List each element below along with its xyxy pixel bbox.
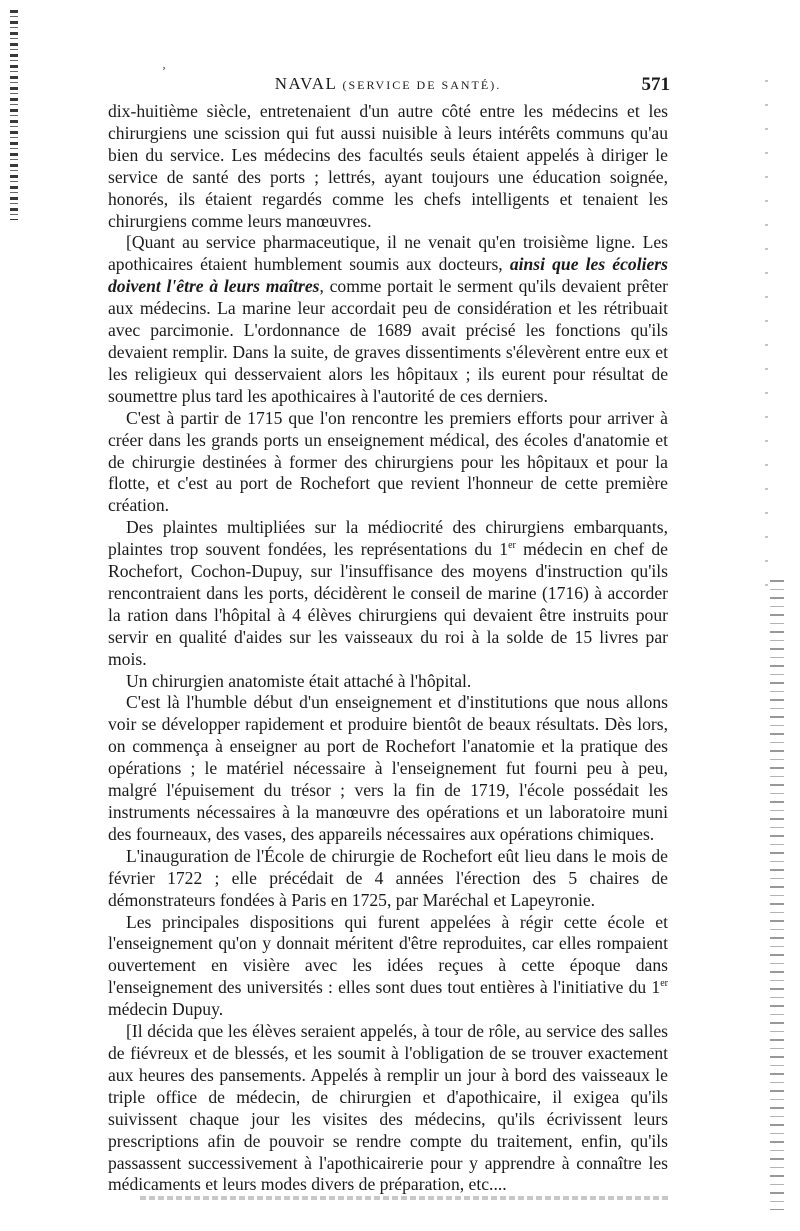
paragraph <box>108 517 668 670</box>
paragraph: L'inauguration de l'École de chirurgie de Rochefort eût lieu dans le mois de février 1722 ; elle précédait de 4 années l'érection des 5 chaires de démonstrateurs fondées à Paris en 1725, par Maréchal et Lapeyronie. <box>108 845 668 910</box>
paragraph-text: médecin en chef de Rochefort, Cochon-Dupuy, sur l'insuffisance des moyens d'instruction qu'ils rencontraient dans les ports, décidèrent le conseil de marine (1716) à accorder la ration dans l'hôpital à 4 élèves chirurgiens qui devaient être instruits pour servir en qualité d'aides sur les vaisseaux du roi à la solde de 15 livres par mois. <box>108 539 668 669</box>
paragraph-text: Les principales dispositions qui furent appelées à régir cette école et l'enseignement qu'on y donnait méritent d'être reproduites, car elles rompaient ouvertement en visière avec les idées reçues à cette époque dans l'enseignement des universités : elles sont dues tout entières à l'initiative du 1 <box>108 911 668 998</box>
superscript: er <box>508 540 516 552</box>
paragraph: dix-huitième siècle, entretenaient d'un autre côté entre les médecins et les chirurgiens une scission qui fut aussi nuisible à leurs intérêts communs qu'au bien du service. Les médecins des facultés seuls étaient appelés à diriger le service de santé des ports ; lettrés, ayant toujours une éducation soignée, honorés, ils étaient regardés comme les chefs intelligents et tenaient les chirurgiens comme leurs manœuvres. <box>108 101 668 231</box>
page-header <box>108 74 668 100</box>
paragraph <box>108 232 668 407</box>
paragraph-text: médecin Dupuy. <box>108 999 224 1020</box>
scan-edge-right-marks <box>765 80 768 600</box>
paragraph-text: , comme portait le serment qu'ils devaient prêter aux médecins. La marine leur accordait peu de considération et les rétribuait avec parcimonie. L'ordonnance de 1689 avait précisé les fonctions qu'ils devaient remplir. Dans la suite, de graves dissentiments s'élevèrent entre eux et les religieux qui desservaient alors les hôpitaux ; ils eurent pour résultat de soumettre plus tard les apothicaires à l'autorité de ces derniers. <box>108 276 668 406</box>
scan-edge-right <box>770 580 784 1210</box>
scan-edge-left <box>10 10 18 220</box>
paragraph: C'est là l'humble début d'un enseignement et d'institutions que nous allons voir se développer rapidement et produire bientôt de beaux résultats. Dès lors, on commença à enseigner au port de Rochefort l'anatomie et la pratique des opérations ; le matériel nécessaire à l'enseignement fut fourni peu à peu, malgré l'épuisement du trésor ; vers la fin de 1719, l'école possédait les instruments nécessaires à la manœuvre des opérations et un laboratoire muni des fourneaux, des vases, des appareils nécessaires aux opérations chimiques. <box>108 692 668 844</box>
body-text <box>108 101 668 1196</box>
page-number: 571 <box>641 74 670 95</box>
scan-stray-mark: ʼ <box>162 64 166 78</box>
paragraph: [Il décida que les élèves seraient appelés, à tour de rôle, au service des salles de fiévreux et de blessés, et les soumit à l'obligation de se trouver exactement aux heures des pansements. Appelés à remplir un jour à bord des vaisseaux le triple office de médecin, de chirurgien et d'apothicaire, il exigea qu'ils suivissent chaque jour les visites des médecins, qu'ils écrivissent leurs prescriptions afin de pouvoir se rendre compte du traitement, enfin, qu'ils passassent successivement à l'apothicairerie pour y apprendre à connaître les médicaments et leurs modes divers de préparation, etc.... <box>108 1021 668 1195</box>
quoted-oath-text: ainsi que les écoliers doivent l'être à leurs maîtres <box>108 254 668 297</box>
paragraph <box>108 912 668 1022</box>
scan-bottom-bleed <box>140 1196 670 1200</box>
running-head-subtitle: (SERVICE DE SANTÉ). <box>342 78 502 92</box>
paragraph-text: Des plaintes multipliées sur la médiocrité des chirurgiens embarquants, plaintes trop souvent fondées, les représentations du 1 <box>108 517 668 560</box>
paragraph: Un chirurgien anatomiste était attaché à l'hôpital. <box>126 670 472 691</box>
paragraph: C'est à partir de 1715 que l'on rencontre les premiers efforts pour arriver à créer dans les grands ports un enseignement médical, des écoles d'anatomie et de chirurgie destinées à former des chirurgiens pour les hôpitaux et pour la flotte, et c'est au port de Rochefort que revient l'honneur de cette première création. <box>108 407 668 516</box>
running-head <box>108 74 668 94</box>
running-head-main: NAVAL <box>274 74 337 93</box>
paragraph-text: [Quant au service pharmaceutique, il ne venait qu'en troisième ligne. Les apothicaires étaient humblement soumis aux docteurs, <box>108 232 668 275</box>
superscript: er <box>660 978 668 990</box>
